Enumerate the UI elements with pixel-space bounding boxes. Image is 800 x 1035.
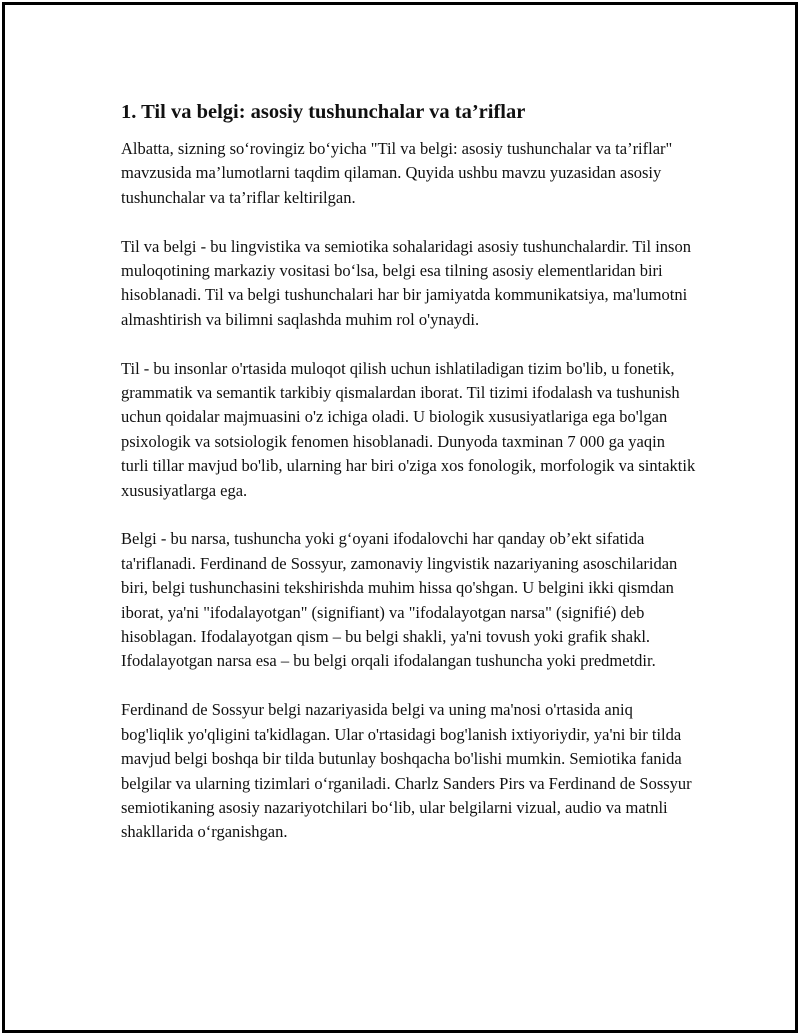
paragraph-intro: Albatta, sizning so‘rovingiz bo‘yicha "Til va belgi: asosiy tushunchalar va ta’riflar" mavzusida ma’lumotlarni taqdim qilaman. Quyida ushbu mavzu yuzasidan asosiy tushunchalar va ta’riflar keltirilgan.: [121, 139, 673, 207]
paragraph-belgi: Belgi - bu narsa, tushuncha yoki g‘oyani ifodalovchi har qanday ob’ekt sifatida ta'riflanadi. Ferdinand de Sossyur, zamonaviy lingvistik nazariyaning asoschilaridan biri, belgi tushunchasini tekshirishda muhim hissa qo'shgan. U belgini ikki qismdan iborat, ya'ni "ifodalayotgan" (signifiant) va "ifodalayotgan narsa" (signifié) deb hisoblagan. Ifodalayotgan qism – bu belgi shakli, ya'ni tovush yoki grafik shakl. Ifodalayotgan narsa esa – bu belgi orqali ifodalangan tushuncha yoki predmetdir.: [121, 529, 678, 671]
page-frame: [2, 2, 798, 1033]
paragraph-til-va-belgi: Til va belgi - bu lingvistika va semiotika sohalaridagi asosiy tushunchalardir. Til inson muloqotining markaziy vositasi bo‘lsa, belgi esa tilning asosiy elementlaridan biri hisoblanadi. Til va belgi tushunchalari har bir jamiyatda kommunikatsiya, ma'lumotni almashtirish va bilimni saqlashda muhim rol o'ynaydi.: [121, 236, 691, 329]
section-heading: 1. Til va belgi: asosiy tushunchalar va ta’riflar: [121, 101, 526, 123]
paragraph-til: Til - bu insonlar o'rtasida muloqot qilish uchun ishlatiladigan tizim bo'lib, u fonetik, grammatik va semantik tarkibiy qismalardan iborat. Til tizimi ifodalash va tushunish uchun qoidalar majmuasini o'z ichiga oladi. U biologik xususiyatlariga ega bo'lgan psixologik va sotsiologik fenomen hisoblanadi. Dunyoda taxminan 7 000 ga yaqin turli tillar mavjud bo'lib, ularning har biri o'ziga xos fonologik, morfologik va sintaktik xususiyatlarga ega.: [121, 358, 696, 500]
paragraph-sossyur: Ferdinand de Sossyur belgi nazariyasida belgi va uning ma'nosi o'rtasida aniq bog'liqlik yo'qligini ta'kidlagan. Ular o'rtasidagi bog'lanish ixtiyoriydir, ya'ni bir tilda mavjud belgi boshqa bir tilda butunlay boshqacha bo'lishi mumkin. Semiotika fanida belgilar va ularning tizimlari o‘rganiladi. Charlz Sanders Pirs va Ferdinand de Sossyur semiotikaning asosiy nazariyotchilari bo‘lib, ular belgilarni vizual, audio va matnli shakllarida o‘rganishgan.: [121, 700, 692, 842]
document-body: [121, 99, 696, 869]
